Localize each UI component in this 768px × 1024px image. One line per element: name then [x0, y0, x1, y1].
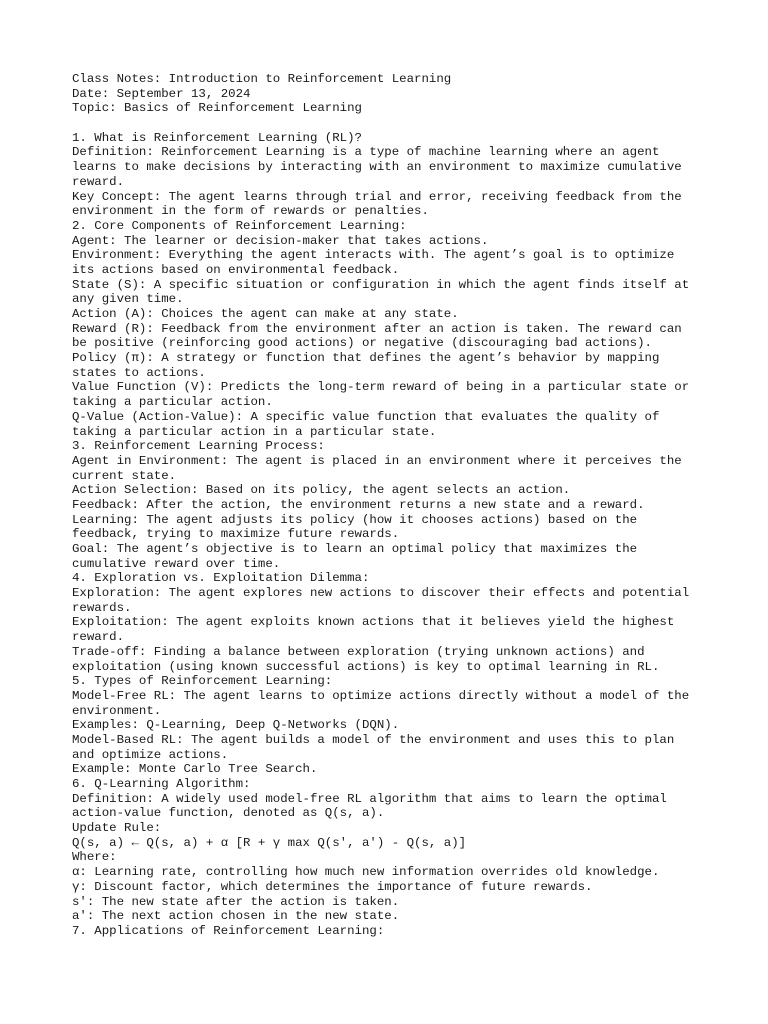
body-line: 2. Core Components of Reinforcement Learning: — [72, 218, 407, 233]
body-line: s': The new state after the action is taken. — [72, 894, 400, 909]
body-line: 3. Reinforcement Learning Process: — [72, 439, 325, 454]
body-line: Feedback: After the action, the environment returns a new state and a reward. — [72, 497, 645, 512]
body-line: environment. — [72, 703, 162, 718]
body-line: exploitation (using known successful actions) is key to optimal learning in RL. — [72, 659, 660, 674]
body-line: Exploitation: The agent exploits known actions that it believes yield the highest — [72, 615, 675, 630]
body-line: Value Function (V): Predicts the long-term reward of being in a particular state or — [72, 380, 690, 395]
document-body — [72, 131, 712, 939]
body-line: Q-Value (Action-Value): A specific value function that evaluates the quality of — [72, 409, 660, 424]
spacer — [72, 116, 712, 131]
body-line: Update Rule: — [72, 821, 162, 836]
document-title: Class Notes: Introduction to Reinforcement Learning — [72, 72, 452, 86]
body-line: be positive (reinforcing good actions) or negative (discouraging bad actions). — [72, 336, 652, 351]
body-line: action-value function, denoted as Q(s, a). — [72, 806, 385, 821]
body-line: Model-Based RL: The agent builds a model of the environment and uses this to plan — [72, 732, 675, 747]
body-line: learns to make decisions by interacting with an environment to maximize cumulative — [72, 160, 682, 175]
document-page — [72, 72, 712, 939]
body-line: Q(s, a) ← Q(s, a) + α [R + γ max Q(s', a') - Q(s, a)] — [72, 835, 467, 850]
body-line: taking a particular action in a particular state. — [72, 424, 437, 439]
body-line: its actions based on environmental feedback. — [72, 262, 400, 277]
document-date: Date: September 13, 2024 — [72, 86, 251, 101]
document-topic: Topic: Basics of Reinforcement Learning — [72, 101, 362, 116]
body-line: γ: Discount factor, which determines the importance of future rewards. — [72, 879, 593, 894]
body-line: states to actions. — [72, 365, 206, 380]
body-line: α: Learning rate, controlling how much new information overrides old knowledge. — [72, 865, 660, 880]
body-line: current state. — [72, 468, 177, 483]
body-line: Action Selection: Based on its policy, the agent selects an action. — [72, 483, 571, 498]
body-line: Environment: Everything the agent interacts with. The agent’s goal is to optimize — [72, 248, 675, 263]
body-line: Policy (π): A strategy or function that defines the agent’s behavior by mapping — [72, 351, 660, 366]
body-line: rewards. — [72, 600, 132, 615]
body-line: Trade-off: Finding a balance between exploration (trying unknown actions) and — [72, 644, 645, 659]
body-line: cumulative reward over time. — [72, 556, 281, 571]
body-line: Model-Free RL: The agent learns to optimize actions directly without a model of the — [72, 688, 690, 703]
body-line: State (S): A specific situation or configuration in which the agent finds itself at — [72, 277, 690, 292]
body-line: Action (A): Choices the agent can make at any state. — [72, 307, 459, 321]
body-line: Where: — [72, 850, 117, 865]
body-line: 5. Types of Reinforcement Learning: — [72, 674, 333, 689]
body-line: reward. — [72, 174, 125, 189]
body-line: Goal: The agent’s objective is to learn an optimal policy that maximizes the — [72, 542, 638, 556]
body-line: feedback, trying to maximize future rewards. — [72, 527, 400, 542]
body-line: Reward (R): Feedback from the environment after an action is taken. The reward can — [72, 321, 682, 336]
body-line: a': The next action chosen in the new state. — [72, 909, 400, 924]
body-line: environment in the form of rewards or penalties. — [72, 204, 429, 219]
body-line: any given time. — [72, 292, 184, 307]
body-line: Examples: Q-Learning, Deep Q-Networks (DQN). — [72, 718, 400, 733]
body-line: taking a particular action. — [72, 395, 273, 410]
body-line: and optimize actions. — [72, 747, 229, 762]
body-line: reward. — [72, 630, 125, 645]
body-line: Key Concept: The agent learns through trial and error, receiving feedback from the — [72, 189, 682, 204]
body-line: Agent in Environment: The agent is placed in an environment where it perceives the — [72, 453, 682, 468]
body-line: Agent: The learner or decision-maker that takes actions. — [72, 233, 489, 248]
body-line: 7. Applications of Reinforcement Learning: — [72, 923, 385, 938]
body-line: Learning: The agent adjusts its policy (how it chooses actions) based on the — [72, 512, 638, 527]
body-line: 6. Q-Learning Algorithm: — [72, 777, 251, 791]
body-line: 1. What is Reinforcement Learning (RL)? — [72, 130, 362, 145]
body-line: Definition: A widely used model-free RL algorithm that aims to learn the optimal — [72, 791, 667, 806]
body-line: Example: Monte Carlo Tree Search. — [72, 762, 318, 777]
body-line: Exploration: The agent explores new actions to discover their effects and potential — [72, 586, 690, 601]
body-line: 4. Exploration vs. Exploitation Dilemma: — [72, 571, 370, 586]
body-line: Definition: Reinforcement Learning is a type of machine learning where an agent — [72, 145, 660, 160]
